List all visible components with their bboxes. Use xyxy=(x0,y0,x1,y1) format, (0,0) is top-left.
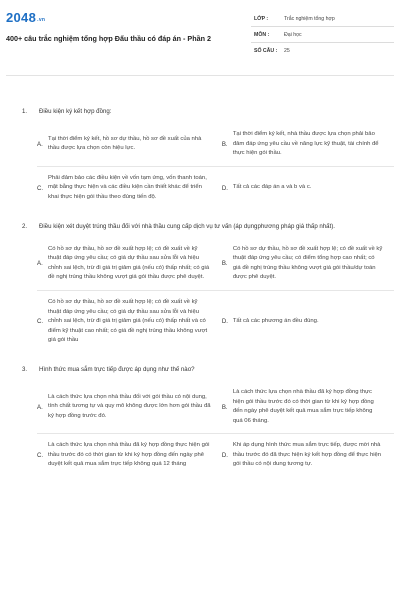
option-letter: C. xyxy=(37,452,44,460)
question-stem xyxy=(22,222,394,231)
option-letter: A. xyxy=(37,403,43,411)
option-a[interactable] xyxy=(37,381,222,433)
option-row xyxy=(37,434,394,477)
meta-key: SỐ CÂU : xyxy=(254,48,278,54)
option-row xyxy=(37,238,394,291)
page-header xyxy=(0,0,400,70)
question-3 xyxy=(22,365,394,477)
option-text: Tại thời điểm ký kết, nhà thầu được lựa chọn phải bảo đảm đáp ứng yêu cầu về năng lực kỹ thuật, tài chính để thực hiện gói thầu. xyxy=(232,131,379,157)
option-row xyxy=(37,123,394,167)
option-row xyxy=(37,291,394,353)
question-1 xyxy=(22,107,394,210)
meta-key: MÔN : xyxy=(254,31,270,38)
option-letter: D. xyxy=(221,452,228,460)
option-b[interactable] xyxy=(222,381,394,433)
question-stem xyxy=(22,107,394,116)
logo-domain: .vn xyxy=(37,17,46,23)
option-text: Là cách thức lựa chọn nhà thầu đã ký hợp đồng thực hiện gói thầu trước đó có thời gian từ khi ký hợp đồng đến ngày phê duyệt kết quả mua sắm trực tiếp không quá 06 tháng. xyxy=(232,388,374,424)
question-2 xyxy=(22,222,394,353)
question-number: 1. xyxy=(22,108,28,115)
meta-value[interactable]: Trắc nghiệm tổng hợp xyxy=(284,15,335,22)
meta-table xyxy=(251,11,394,59)
option-letter: A. xyxy=(37,140,43,148)
option-a[interactable] xyxy=(37,123,222,166)
question-number: 3. xyxy=(22,365,28,373)
logo-text: 2048 xyxy=(6,10,37,25)
option-row xyxy=(37,167,394,210)
option-letter: B. xyxy=(221,403,228,411)
question-list xyxy=(0,107,400,477)
option-b[interactable] xyxy=(222,123,394,166)
option-letter: A. xyxy=(37,260,43,268)
question-stem xyxy=(22,365,394,374)
question-text: Điều kiện ký kết hợp đồng: xyxy=(39,108,112,115)
option-d[interactable] xyxy=(222,434,394,477)
option-text: Tất cả các phương án đều đúng. xyxy=(232,318,319,325)
option-text: Có hồ sơ dự thầu, hồ sơ đề xuất hợp lệ; có đề xuất về kỹ thuật đáp ứng yêu cầu; có giá dự thầu sau sửa lỗi và hiệu chỉnh sai lệch, trừ đi giá trị giảm giá (nếu có) thấp nhất; có giá đề nghị trúng thầu không vượt giá gói thầu được phê duyệt. xyxy=(48,245,210,281)
meta-value: 25 xyxy=(284,48,290,54)
option-grid xyxy=(37,238,394,353)
option-b[interactable] xyxy=(222,238,394,290)
option-text: Có hồ sơ dự thầu, hồ sơ đề xuất hợp lệ; có đề xuất về kỹ thuật đáp ứng yêu cầu; có giá dự thầu sau sửa lỗi và hiệu chỉnh sai lệch, trừ đi giá trị giảm giá (nếu có) thấp nhất và có điểm kỹ thuật cao nhất; có giá đề nghị trúng thầu không vượt giá gói thầu xyxy=(48,298,208,344)
option-text: Có hồ sơ dự thầu, hồ sơ đề xuất hợp lệ; có đề xuất về kỹ thuật đáp ứng yêu cầu; có điểm tổng hợp cao nhất; có giá đề nghị trúng thầu không vượt giá gói thầu/dự toán được phê duyệt. xyxy=(232,245,383,281)
option-text: Phải đảm bảo các điều kiện về vốn tạm ứng, vốn thanh toán, mặt bằng thực hiện và các điều kiện cần thiết khác để triển khai thực hiện gói thầu theo đúng tiến độ. xyxy=(48,174,207,200)
option-c[interactable] xyxy=(37,434,222,477)
option-letter: C. xyxy=(37,184,44,192)
meta-row-count xyxy=(251,43,394,59)
option-letter: C. xyxy=(37,318,44,326)
option-text: Là cách thức lựa chọn nhà thầu đã ký hợp đồng thực hiện gói thầu trước đó có thời gian từ khi ký hợp đồng đến ngày phê duyệt kết quả mua sắm trực tiếp không quá 12 tháng xyxy=(48,442,210,468)
option-grid xyxy=(37,123,394,210)
page-title: 400+ câu trắc nghiệm tổng hợp Đấu thầu có đáp án - Phần 2 xyxy=(6,34,211,43)
option-text: Tại thời điểm ký kết, hồ sơ dự thầu, hồ sơ đề xuất của nhà thầu được lựa chọn còn hiệu lực. xyxy=(48,135,202,152)
option-d[interactable] xyxy=(222,291,394,353)
question-text: Điều kiện xét duyệt trúng thầu đối với nhà thầu cung cấp dịch vụ tư vấn (áp dụngphương pháp giá thấp nhất). xyxy=(39,222,335,230)
option-text: Là cách thức lựa chọn nhà thầu đối với gói thầu có nội dung, tính chất tương tự và quy mô không được lớn hơn gói thầu đã ký hợp đồng trước đó. xyxy=(48,393,211,419)
header-divider xyxy=(6,75,394,76)
meta-row-class xyxy=(251,11,394,27)
meta-key: LỚP : xyxy=(254,15,269,22)
question-number: 2. xyxy=(22,222,28,230)
option-grid xyxy=(37,381,394,477)
option-a[interactable] xyxy=(37,238,222,290)
meta-value[interactable]: Đại học xyxy=(284,31,302,38)
option-d[interactable] xyxy=(222,167,394,210)
option-letter: B. xyxy=(221,140,228,148)
meta-row-subject xyxy=(251,27,394,43)
option-letter: D. xyxy=(221,318,228,326)
question-text: Hình thức mua sắm trực tiếp được áp dụng như thế nào? xyxy=(39,365,195,373)
option-c[interactable] xyxy=(37,291,222,353)
option-row xyxy=(37,381,394,434)
option-text: Khi áp dụng hình thức mua sắm trực tiếp, được mời nhà thầu trước đó đã thực hiện ký kết hợp đồng để thực hiện gói thầu có nội dung tương tự. xyxy=(232,442,382,468)
option-c[interactable] xyxy=(37,167,222,210)
option-text: Tất cả các đáp án a và b và c. xyxy=(232,184,312,191)
option-letter: B. xyxy=(221,260,228,268)
option-letter: D. xyxy=(221,184,228,192)
